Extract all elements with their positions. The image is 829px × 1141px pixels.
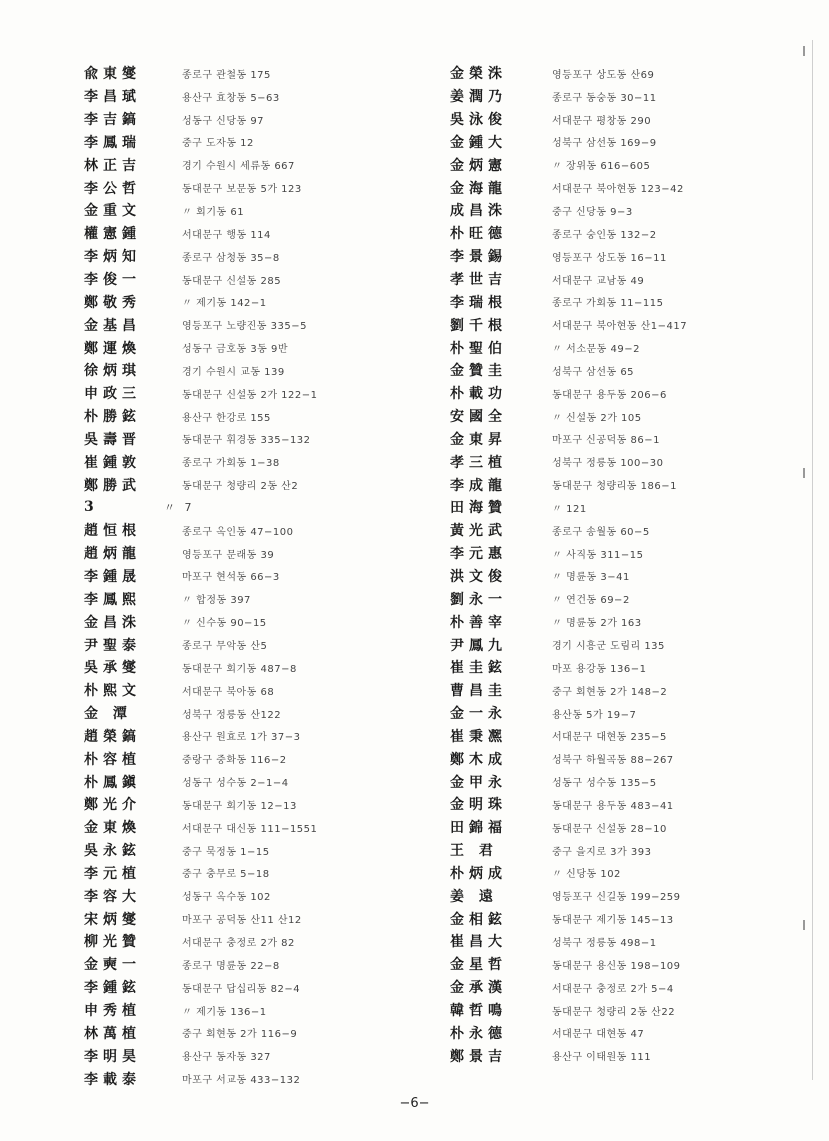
- member-row: [84, 1067, 424, 1090]
- member-name: 金星哲: [450, 957, 507, 974]
- member-row: [84, 862, 424, 885]
- member-row: [84, 496, 424, 519]
- member-name: 徐炳琪: [84, 363, 141, 380]
- member-row: [450, 336, 780, 359]
- member-address: 동대문구 용두동 206−6: [552, 389, 667, 401]
- margin-tick: [803, 46, 805, 56]
- member-address: 성동구 옥수동 102: [182, 892, 271, 904]
- member-address: 마포구 공덕동 산11 산12: [182, 915, 302, 927]
- member-address: 성동구 성수동 135−5: [552, 778, 657, 790]
- member-name: 金榮洙: [450, 66, 507, 83]
- member-name: 金基昌: [84, 317, 141, 334]
- member-address: 종로구 명륜동 22−8: [182, 960, 280, 972]
- member-name: 李元惠: [450, 546, 507, 563]
- member-address: 마포구 현석동 66−3: [182, 572, 280, 584]
- member-row: [84, 359, 424, 382]
- member-row: [450, 930, 780, 953]
- member-address: 서대문구 대신동 111−1551: [182, 823, 318, 835]
- member-row: [450, 953, 780, 976]
- member-row: [84, 702, 424, 725]
- member-name: 王 君: [450, 843, 498, 860]
- member-row: [84, 770, 424, 793]
- member-row: [450, 245, 780, 268]
- member-name: 朴聖伯: [450, 340, 507, 357]
- member-name: 林萬植: [84, 1025, 141, 1042]
- member-row: [450, 542, 780, 565]
- member-row: [84, 656, 424, 679]
- member-address: 〃 제기동 142−1: [182, 298, 267, 310]
- member-address: 동대문구 신설동 2가 122−1: [182, 389, 318, 401]
- member-row: [450, 153, 780, 176]
- member-address: 영등포구 상도동 16−11: [552, 252, 667, 264]
- member-address: 〃 121: [552, 503, 587, 515]
- member-name: 金奭一: [84, 957, 141, 974]
- member-address: 종로구 가회동 1−38: [182, 458, 280, 470]
- member-name: 崔圭鉉: [450, 660, 507, 677]
- member-address: 중구 회현동 2가 116−9: [182, 1029, 298, 1041]
- member-address: 성동구 성수동 2−1−4: [182, 778, 289, 790]
- member-address: 종로구 관철동 175: [182, 69, 271, 81]
- member-name: 李鍾鉉: [84, 980, 141, 997]
- member-address: 용산구 효창동 5−63: [182, 92, 280, 104]
- member-row: [84, 519, 424, 542]
- member-row: [84, 199, 424, 222]
- member-row: [450, 199, 780, 222]
- member-row: [450, 907, 780, 930]
- member-name: 金贊圭: [450, 363, 507, 380]
- member-row: [450, 1044, 780, 1067]
- member-name: 鄭敬秀: [84, 294, 141, 311]
- member-address: 〃 사직동 311−15: [552, 549, 644, 561]
- member-address: 용산구 원효로 1가 37−3: [182, 732, 301, 744]
- margin-tick: [803, 468, 805, 478]
- member-address: 성동구 신당동 97: [182, 115, 265, 127]
- margin-tick: [803, 920, 805, 930]
- member-row: [84, 542, 424, 565]
- member-address: 용산구 동자동 327: [182, 1052, 271, 1064]
- member-row: [450, 473, 780, 496]
- member-address: 중구 회현동 2가 148−2: [552, 686, 668, 698]
- member-row: [84, 176, 424, 199]
- member-row: [450, 85, 780, 108]
- member-name: 兪東燮: [84, 66, 141, 83]
- member-address: 동대문구 보문동 5가 123: [182, 184, 302, 196]
- member-name: 孝世吉: [450, 272, 507, 289]
- member-row: [84, 313, 424, 336]
- member-row: [450, 724, 780, 747]
- member-address: 성북구 하월곡동 88−267: [552, 755, 674, 767]
- member-row: [84, 747, 424, 770]
- member-name: 申秀植: [84, 1003, 141, 1020]
- member-name: 田海贊: [450, 500, 507, 517]
- margin-line: [812, 40, 813, 1080]
- member-row: [450, 999, 780, 1022]
- member-name: 柳光贊: [84, 934, 141, 951]
- member-address: 성북구 삼선동 169−9: [552, 138, 657, 150]
- member-row: [84, 336, 424, 359]
- member-name: 李鳳瑞: [84, 134, 141, 151]
- member-address: 〃 합정동 397: [182, 595, 251, 607]
- member-row: [84, 222, 424, 245]
- member-row: [84, 724, 424, 747]
- member-name: 李瑞根: [450, 294, 507, 311]
- member-name: 李鍾晟: [84, 568, 141, 585]
- member-address: 성북구 정릉동 498−1: [552, 937, 657, 949]
- member-name: 朴勝鉉: [84, 409, 141, 426]
- member-name: 金相鉉: [450, 911, 507, 928]
- member-row: [450, 702, 780, 725]
- member-address: 영등포구 노량진동 335−5: [182, 321, 307, 333]
- member-address: 〃 명륜동 2가 163: [552, 618, 642, 630]
- member-name: 李俊一: [84, 272, 141, 289]
- page-number: −6−: [399, 1096, 430, 1111]
- member-name: 金承漢: [450, 980, 507, 997]
- member-address: 서대문구 행동 114: [182, 229, 271, 241]
- right-column: [450, 62, 780, 1067]
- member-name: 3: [84, 499, 99, 516]
- member-name: 李元植: [84, 865, 141, 882]
- member-row: [450, 222, 780, 245]
- member-address: 종로구 숭인동 132−2: [552, 229, 657, 241]
- member-name: 吳壽晋: [84, 431, 141, 448]
- member-name: 李炳知: [84, 249, 141, 266]
- member-address: 〃 서소문동 49−2: [552, 344, 640, 356]
- member-row: [450, 519, 780, 542]
- member-name: 金 潭: [84, 706, 132, 723]
- member-name: 曹昌圭: [450, 683, 507, 700]
- member-name: 鄭運煥: [84, 340, 141, 357]
- member-name: 朴容植: [84, 751, 141, 768]
- member-row: [450, 450, 780, 473]
- member-name: 鄭木成: [450, 751, 507, 768]
- member-name: 韓哲鳴: [450, 1003, 507, 1020]
- member-row: [84, 839, 424, 862]
- member-name: 劉永一: [450, 591, 507, 608]
- member-address: 〃 장위동 616−605: [552, 161, 651, 173]
- member-row: [84, 405, 424, 428]
- member-address: 종로구 옥인동 47−100: [182, 526, 294, 538]
- member-row: [450, 633, 780, 656]
- member-row: [84, 816, 424, 839]
- member-name: 尹鳳九: [450, 637, 507, 654]
- member-address: 경기 시흥군 도림리 135: [552, 641, 665, 653]
- member-name: 金東昇: [450, 431, 507, 448]
- member-name: 金昌洙: [84, 614, 141, 631]
- member-address: 중구 묵정동 1−15: [182, 846, 270, 858]
- member-row: [450, 496, 780, 519]
- member-name: 李吉鎬: [84, 112, 141, 129]
- member-name: 安國全: [450, 409, 507, 426]
- member-name: 趙恒根: [84, 523, 141, 540]
- member-address: 동대문구 청량리 2동 산22: [552, 1006, 676, 1018]
- member-address: 성동구 금호동 3동 9반: [182, 344, 289, 356]
- member-name: 李容大: [84, 888, 141, 905]
- member-row: [450, 382, 780, 405]
- member-address: 동대문구 청량리동 186−1: [552, 481, 677, 493]
- member-row: [450, 108, 780, 131]
- member-name: 李昌珷: [84, 89, 141, 106]
- member-name: 金炳憲: [450, 157, 507, 174]
- member-address: 서대문구 북아동 68: [182, 686, 275, 698]
- member-name: 金一永: [450, 706, 507, 723]
- member-name: 尹聖泰: [84, 637, 141, 654]
- member-row: [450, 816, 780, 839]
- member-row: [84, 884, 424, 907]
- member-address: 종로구 송월동 60−5: [552, 526, 650, 538]
- member-name: 李公哲: [84, 180, 141, 197]
- member-name: 吳永鉉: [84, 843, 141, 860]
- member-row: [450, 679, 780, 702]
- member-name: 孝三植: [450, 454, 507, 471]
- member-address: 서대문구 북아현동 산1−417: [552, 321, 688, 333]
- member-name: 李景錫: [450, 249, 507, 266]
- member-address: 종로구 동숭동 30−11: [552, 92, 657, 104]
- member-row: [84, 953, 424, 976]
- member-address: 종로구 무악동 산5: [182, 641, 268, 653]
- member-name: 朴善宰: [450, 614, 507, 631]
- member-name: 黃光武: [450, 523, 507, 540]
- member-name: 姜 遠: [450, 888, 498, 905]
- member-address: 성북구 삼선동 65: [552, 366, 635, 378]
- member-name: 鄭勝武: [84, 477, 141, 494]
- member-row: [84, 382, 424, 405]
- member-name: 金甲永: [450, 774, 507, 791]
- member-name: 林正吉: [84, 157, 141, 174]
- member-address: 서대문구 교남동 49: [552, 275, 645, 287]
- member-row: [450, 587, 780, 610]
- member-address: 동대문구 신설동 285: [182, 275, 282, 287]
- member-row: [450, 1021, 780, 1044]
- member-row: [84, 1021, 424, 1044]
- member-address: 〃 명륜동 3−41: [552, 572, 630, 584]
- member-name: 趙榮鎬: [84, 728, 141, 745]
- member-name: 劉千根: [450, 317, 507, 334]
- member-address: 마포 용강동 136−1: [552, 663, 647, 675]
- member-name: 姜潤乃: [450, 89, 507, 106]
- member-row: [450, 793, 780, 816]
- left-column: [84, 62, 424, 1090]
- member-name: 洪文俊: [450, 568, 507, 585]
- member-address: 영등포구 문래동 39: [182, 549, 275, 561]
- member-row: [84, 999, 424, 1022]
- member-row: [450, 610, 780, 633]
- member-address: 경기 수원시 교동 139: [182, 366, 285, 378]
- member-address: 경기 수원시 세류동 667: [182, 161, 295, 173]
- member-name: 金海龍: [450, 180, 507, 197]
- member-name: 田錦福: [450, 820, 507, 837]
- member-row: [84, 907, 424, 930]
- member-row: [450, 770, 780, 793]
- member-address: 마포구 서교동 433−132: [182, 1075, 301, 1087]
- member-name: 成昌洙: [450, 203, 507, 220]
- member-name: 鄭景吉: [450, 1048, 507, 1065]
- member-name: 申政三: [84, 386, 141, 403]
- member-address: 동대문구 청량리 2동 산2: [182, 481, 299, 493]
- member-name: 李明昊: [84, 1048, 141, 1065]
- member-row: [450, 62, 780, 85]
- member-address: 용산구 이태원동 111: [552, 1052, 652, 1064]
- member-address: 동대문구 용두동 483−41: [552, 800, 674, 812]
- member-row: [450, 656, 780, 679]
- member-name: 朴永德: [450, 1025, 507, 1042]
- member-row: [450, 176, 780, 199]
- member-name: 吳承燮: [84, 660, 141, 677]
- member-address: 종로구 삼청동 35−8: [182, 252, 280, 264]
- member-address: 동대문구 휘경동 335−132: [182, 435, 311, 447]
- member-name: 朴熙文: [84, 683, 141, 700]
- member-name: 李成龍: [450, 477, 507, 494]
- member-address: 마포구 신공덕동 86−1: [552, 435, 660, 447]
- member-row: [84, 153, 424, 176]
- member-name: 宋炳燮: [84, 911, 141, 928]
- member-address: 동대문구 신설동 28−10: [552, 823, 667, 835]
- member-name: 李載泰: [84, 1071, 141, 1088]
- member-name: 金鍾大: [450, 134, 507, 151]
- member-address: 중구 도자동 12: [182, 138, 254, 150]
- member-name: 朴旺德: [450, 226, 507, 243]
- member-row: [450, 428, 780, 451]
- member-row: [450, 976, 780, 999]
- member-address: 중랑구 중화동 116−2: [182, 755, 287, 767]
- member-address: 서대문구 평창동 290: [552, 115, 652, 127]
- member-name: 李鳳熙: [84, 591, 141, 608]
- member-address: 중구 을지로 3가 393: [552, 846, 652, 858]
- member-row: [84, 85, 424, 108]
- member-address: 용산동 5가 19−7: [552, 709, 637, 721]
- member-address: 〃 연건동 69−2: [552, 595, 630, 607]
- member-row: [84, 587, 424, 610]
- member-address: 동대문구 회기동 487−8: [182, 663, 297, 675]
- member-row: [84, 473, 424, 496]
- member-row: [84, 793, 424, 816]
- member-address: 성북구 정릉동 100−30: [552, 458, 664, 470]
- member-name: 朴載功: [450, 386, 507, 403]
- member-name: 朴炳成: [450, 865, 507, 882]
- member-row: [450, 405, 780, 428]
- member-address: 〃 신수동 90−15: [182, 618, 267, 630]
- member-name: 金東煥: [84, 820, 141, 837]
- member-name: 朴鳳鎭: [84, 774, 141, 791]
- member-row: [84, 268, 424, 291]
- member-row: [84, 633, 424, 656]
- member-address: 영등포구 신길동 199−259: [552, 892, 681, 904]
- member-address: 중구 신당동 9−3: [552, 206, 633, 218]
- member-row: [84, 565, 424, 588]
- member-row: [450, 747, 780, 770]
- member-row: [84, 610, 424, 633]
- member-row: [84, 679, 424, 702]
- member-name: 趙炳龍: [84, 546, 141, 563]
- member-address: 동대문구 회기동 12−13: [182, 800, 297, 812]
- member-row: [450, 565, 780, 588]
- member-address: 서대문구 대현동 235−5: [552, 732, 667, 744]
- member-name: 崔秉凞: [450, 728, 507, 745]
- member-name: 金重文: [84, 203, 141, 220]
- member-address: 동대문구 제기동 145−13: [552, 915, 674, 927]
- member-address: 〃 제기동 136−1: [182, 1006, 267, 1018]
- member-address: 용산구 한강로 155: [182, 412, 271, 424]
- member-row: [450, 313, 780, 336]
- member-row: [84, 428, 424, 451]
- member-address: 〃 신당동 102: [552, 869, 621, 881]
- member-row: [450, 862, 780, 885]
- member-row: [450, 268, 780, 291]
- member-row: [84, 1044, 424, 1067]
- member-name: 權憲鍾: [84, 226, 141, 243]
- member-row: [450, 884, 780, 907]
- member-row: [84, 930, 424, 953]
- member-row: [450, 290, 780, 313]
- member-row: [84, 245, 424, 268]
- member-name: 吳泳俊: [450, 112, 507, 129]
- member-name: 崔昌大: [450, 934, 507, 951]
- member-address: 〃 신설동 2가 105: [552, 412, 642, 424]
- member-address: 성북구 정릉동 산122: [182, 709, 282, 721]
- member-address: 서대문구 북아현동 123−42: [552, 184, 684, 196]
- member-row: [84, 108, 424, 131]
- member-row: [84, 62, 424, 85]
- member-row: [84, 450, 424, 473]
- member-address: 영등포구 상도동 산69: [552, 69, 655, 81]
- member-name: 鄭光介: [84, 797, 141, 814]
- member-address: 동대문구 용신동 198−109: [552, 960, 681, 972]
- member-address: 동대문구 답십리동 82−4: [182, 983, 301, 995]
- member-row: [84, 290, 424, 313]
- member-address: 〃 회기동 61: [182, 206, 245, 218]
- member-row: [450, 839, 780, 862]
- member-row: [450, 359, 780, 382]
- member-address: 종로구 가회동 11−115: [552, 298, 664, 310]
- member-name: 崔鍾敦: [84, 454, 141, 471]
- member-address: 서대문구 충정로 2가 5−4: [552, 983, 674, 995]
- member-address: 〃 7: [164, 501, 195, 515]
- member-address: 서대문구 대현동 47: [552, 1029, 645, 1041]
- member-address: 서대문구 충정로 2가 82: [182, 937, 295, 949]
- member-address: 중구 충무로 5−18: [182, 869, 270, 881]
- member-row: [84, 131, 424, 154]
- member-row: [84, 976, 424, 999]
- member-row: [450, 131, 780, 154]
- member-name: 金明珠: [450, 797, 507, 814]
